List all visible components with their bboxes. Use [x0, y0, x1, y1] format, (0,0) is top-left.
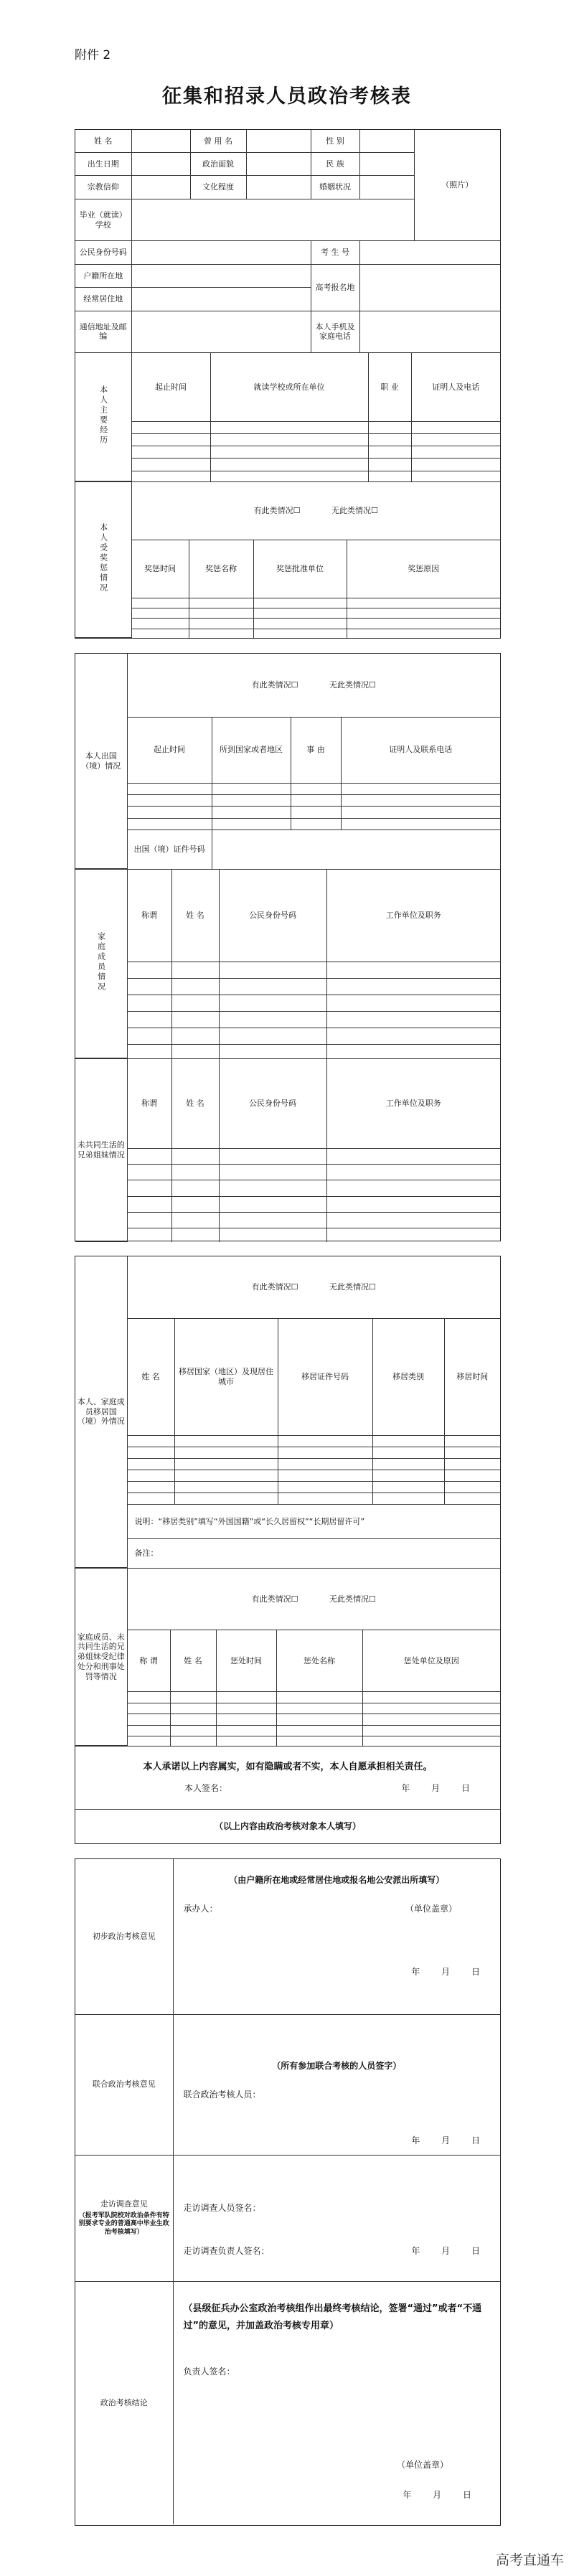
- table-row-cell[interactable]: [127, 1481, 174, 1493]
- table-row-cell[interactable]: [291, 783, 341, 794]
- table-row-cell[interactable]: [276, 1725, 362, 1736]
- relatives-col-relation: 称谓: [127, 1059, 171, 1149]
- visit-label: 走访调查意见: [100, 2199, 148, 2209]
- marital-label: 婚姻状况: [311, 176, 359, 199]
- table-row-cell[interactable]: [326, 1213, 500, 1228]
- table-row-cell[interactable]: [170, 1725, 216, 1736]
- table-row-cell[interactable]: [291, 794, 341, 806]
- table-row-cell[interactable]: [278, 1481, 372, 1493]
- school-field[interactable]: [131, 199, 414, 241]
- experience-col-school: 就读学校或所在单位: [210, 353, 368, 422]
- table-row-cell[interactable]: [127, 818, 212, 829]
- table-row-cell[interactable]: [171, 1011, 219, 1028]
- table-row-cell[interactable]: [127, 1736, 170, 1746]
- joint-note: （所有参加联合考核的人员签字）: [272, 2060, 402, 2071]
- table-row-cell[interactable]: [127, 1493, 174, 1504]
- initial-section-body[interactable]: [173, 1859, 500, 2014]
- immigrants-col-doc: 移居证件号码: [278, 1319, 372, 1436]
- table-row-cell[interactable]: [127, 1028, 171, 1044]
- pledge-date: 年 月 日: [401, 1783, 470, 1794]
- visit-leader[interactable]: 走访调查负责人签名：: [183, 2245, 270, 2256]
- table-row-cell[interactable]: [127, 1165, 171, 1180]
- family-table: [75, 869, 500, 1058]
- experience-section-label: 本人主要经历: [75, 353, 131, 481]
- political-label: 政治面貌: [190, 152, 246, 175]
- abroad-col-country: 所到国家或者地区: [212, 718, 291, 783]
- hukou-field[interactable]: [131, 264, 311, 287]
- awards-col-name: 奖惩名称: [189, 540, 253, 598]
- visit-sublabel: （报考军队院校对政治条件有特别要求专业的普通高中毕业生政治考核填写）: [78, 2212, 169, 2236]
- initial-note: （由户籍所在地或经常居住地或报名地公安派出所填写）: [229, 1875, 445, 1885]
- visit-date: 年 月 日: [411, 2245, 480, 2256]
- conclusion-section-label: 政治考核结论: [75, 2281, 173, 2524]
- crimes-section-label: 家庭成员、未共同生活的兄弟姐妹受纪律处分和刑事处罚等情况: [75, 1569, 127, 1746]
- table-row-cell[interactable]: [127, 1148, 171, 1164]
- table-row-cell[interactable]: [174, 1458, 278, 1470]
- table-row-cell[interactable]: [372, 1435, 444, 1447]
- table-row-cell[interactable]: [326, 1011, 500, 1028]
- visit-section-body[interactable]: [173, 2155, 500, 2281]
- table-row-cell[interactable]: [411, 421, 500, 433]
- immigrants-remark[interactable]: 备注：: [127, 1539, 500, 1568]
- table-row-cell[interactable]: [210, 434, 368, 446]
- table-row-cell[interactable]: [216, 1736, 276, 1746]
- sheet-four: [75, 1858, 501, 2526]
- relatives-col-id: 公民身份号码: [219, 1059, 326, 1149]
- table-row-cell[interactable]: [174, 1493, 278, 1504]
- table-row-cell[interactable]: [362, 1736, 500, 1746]
- abroad-col-reason: 事 由: [291, 718, 341, 783]
- table-row-cell[interactable]: [278, 1435, 372, 1447]
- table-row-cell[interactable]: [411, 471, 500, 481]
- table-row-cell[interactable]: [131, 608, 189, 618]
- initial-date: 年 月 日: [411, 1967, 480, 1977]
- table-row-cell[interactable]: [362, 1692, 500, 1703]
- table-row-cell[interactable]: [174, 1481, 278, 1493]
- pledge-sign-label[interactable]: 本人签名：: [184, 1783, 228, 1794]
- table-row-cell[interactable]: [372, 1447, 444, 1458]
- attachment-label: 附件 2: [75, 48, 111, 62]
- table-row-cell[interactable]: [171, 1028, 219, 1044]
- table-row-cell[interactable]: [170, 1714, 216, 1725]
- table-row-cell[interactable]: [368, 446, 411, 459]
- ethnicity-field[interactable]: [359, 152, 414, 175]
- table-row-cell[interactable]: [171, 1213, 219, 1228]
- table-row-cell[interactable]: [278, 1447, 372, 1458]
- watermark-text: 高考直通车: [495, 2552, 564, 2568]
- table-row-cell[interactable]: [131, 629, 189, 637]
- table-row-cell[interactable]: [341, 783, 500, 794]
- table-row-cell[interactable]: [131, 434, 210, 446]
- table-row-cell[interactable]: [362, 1703, 500, 1714]
- table-row-cell[interactable]: [372, 1481, 444, 1493]
- table-row-cell[interactable]: [131, 619, 189, 629]
- immigrants-col-time: 移居时间: [444, 1319, 500, 1436]
- crimes-option[interactable]: 有此类情况☐ 无此类情况☐: [127, 1569, 500, 1630]
- crimes-col-name: 姓 名: [170, 1630, 216, 1692]
- table-row-cell[interactable]: [189, 629, 253, 637]
- table-row-cell[interactable]: [127, 995, 171, 1011]
- table-row-cell[interactable]: [444, 1493, 500, 1504]
- photo-box[interactable]: （照片）: [414, 130, 500, 241]
- table-row-cell[interactable]: [127, 1213, 171, 1228]
- table-row-cell[interactable]: [411, 459, 500, 471]
- table-row-cell[interactable]: [127, 1470, 174, 1481]
- table-row-cell[interactable]: [276, 1714, 362, 1725]
- pledge-below-note: （以上内容由政治考核对象本人填写）: [75, 1810, 500, 1844]
- table-row-cell[interactable]: [127, 978, 171, 995]
- awards-section-label: 本人受奖惩情况: [75, 482, 131, 638]
- table-row-cell[interactable]: [131, 459, 210, 471]
- table-row-cell[interactable]: [444, 1458, 500, 1470]
- id-number-label: 公民身份号码: [75, 241, 131, 264]
- table-row-cell[interactable]: [174, 1447, 278, 1458]
- table-row-cell[interactable]: [174, 1435, 278, 1447]
- crimes-col-title: 惩处名称: [276, 1630, 362, 1692]
- immigrants-col-name: 姓 名: [127, 1319, 174, 1436]
- immigrants-explain: 说明：“移居类别”填写“外国国籍”或“长久居留权”“长期居留许可”: [127, 1505, 500, 1539]
- table-row-cell[interactable]: [276, 1692, 362, 1703]
- abroad-section-label: 本人出国（境）情况: [75, 654, 127, 869]
- crimes-col-unit: 惩处单位及原因: [362, 1630, 500, 1692]
- address-field[interactable]: [131, 311, 311, 352]
- phone-label: 本人手机及家庭电话: [311, 311, 359, 352]
- table-row-cell[interactable]: [189, 608, 253, 618]
- exam-place-field[interactable]: [359, 264, 500, 311]
- table-row-cell[interactable]: [372, 1470, 444, 1481]
- sheet-two: [75, 653, 501, 1241]
- table-row-cell[interactable]: [219, 1228, 326, 1242]
- table-row-cell[interactable]: [341, 818, 500, 829]
- initial-section-label: 初步政治考核意见: [75, 1859, 173, 2014]
- table-row-cell[interactable]: [276, 1736, 362, 1746]
- awards-col-unit: 奖惩批准单位: [253, 540, 347, 598]
- table-row-cell[interactable]: [170, 1736, 216, 1746]
- table-row-cell[interactable]: [171, 1228, 219, 1242]
- table-row-cell[interactable]: [127, 1196, 171, 1212]
- marital-field[interactable]: [359, 176, 414, 199]
- table-row-cell[interactable]: [326, 1028, 500, 1044]
- table-row-cell[interactable]: [291, 818, 341, 829]
- table-row-cell[interactable]: [171, 1044, 219, 1058]
- joint-section-label: 联合政治考核意见: [75, 2014, 173, 2155]
- school-label: 毕业（就读）学校: [75, 199, 131, 241]
- table-row-cell[interactable]: [444, 1481, 500, 1493]
- table-row-cell[interactable]: [171, 1165, 219, 1180]
- immigrants-col-type: 移居类别: [372, 1319, 444, 1436]
- table-row-cell[interactable]: [131, 471, 210, 481]
- table-row-cell[interactable]: [216, 1692, 276, 1703]
- table-row-cell[interactable]: [127, 1458, 174, 1470]
- sheet-three: [75, 1256, 501, 1844]
- family-col-relation: 称谓: [127, 870, 171, 962]
- immigrants-col-country: 移居国家（地区）及现居住城市: [174, 1319, 278, 1436]
- former-name-label: 曾 用 名: [190, 130, 246, 152]
- id-number-field[interactable]: [131, 241, 311, 264]
- abroad-table: [75, 654, 500, 869]
- table-row-cell[interactable]: [189, 619, 253, 629]
- crimes-col-time: 惩处时间: [216, 1630, 276, 1692]
- table-row-cell[interactable]: [219, 1213, 326, 1228]
- immigrants-section-label: 本人、家庭成员移居国（境）外情况: [75, 1256, 127, 1568]
- table-row-cell[interactable]: [212, 807, 291, 818]
- table-row-cell[interactable]: [131, 421, 210, 433]
- table-row-cell[interactable]: [444, 1447, 500, 1458]
- table-row-cell[interactable]: [291, 807, 341, 818]
- religion-label: 宗教信仰: [75, 176, 131, 199]
- joint-section-body[interactable]: [173, 2014, 500, 2155]
- table-row-cell[interactable]: [219, 1028, 326, 1044]
- table-row-cell[interactable]: [341, 807, 500, 818]
- abroad-col-witness: 证明人及联系电话: [341, 718, 500, 783]
- crimes-table: [75, 1568, 500, 1746]
- table-row-cell[interactable]: [219, 962, 326, 978]
- table-row-cell[interactable]: [411, 446, 500, 459]
- immigrants-option[interactable]: 有此类情况☐ 无此类情况☐: [127, 1256, 500, 1319]
- education-label: 文化程度: [190, 176, 246, 199]
- family-section-label: 家庭成员情况: [75, 870, 127, 1058]
- table-row-cell[interactable]: [444, 1435, 500, 1447]
- table-row-cell[interactable]: [368, 471, 411, 481]
- table-row-cell[interactable]: [347, 619, 500, 629]
- family-col-work: 工作单位及职务: [326, 870, 500, 962]
- table-row-cell[interactable]: [326, 1180, 500, 1196]
- immigrants-table: [75, 1256, 500, 1568]
- pledge-statement: 本人承诺以上内容属实，如有隐瞒或者不实，本人自愿承担相关责任。: [143, 1761, 433, 1772]
- table-row-cell[interactable]: [362, 1725, 500, 1736]
- table-row-cell[interactable]: [444, 1470, 500, 1481]
- table-row-cell[interactable]: [276, 1703, 362, 1714]
- family-col-name: 姓 名: [171, 870, 219, 962]
- table-row-cell[interactable]: [127, 1692, 170, 1703]
- table-row-cell[interactable]: [131, 598, 189, 608]
- birth-label: 出生日期: [75, 152, 131, 175]
- political-field[interactable]: [246, 152, 311, 175]
- gender-label: 性 别: [311, 130, 359, 152]
- table-row-cell[interactable]: [219, 1011, 326, 1028]
- table-row-cell[interactable]: [127, 1714, 170, 1725]
- phone-field[interactable]: [359, 311, 500, 352]
- table-row-cell[interactable]: [127, 1044, 171, 1058]
- name-field[interactable]: [131, 130, 190, 152]
- relatives-col-work: 工作单位及职务: [326, 1059, 500, 1149]
- table-row-cell[interactable]: [219, 978, 326, 995]
- religion-field[interactable]: [131, 176, 190, 199]
- table-row-cell[interactable]: [219, 1165, 326, 1180]
- table-row-cell[interactable]: [326, 995, 500, 1011]
- table-row-cell[interactable]: [326, 1044, 500, 1058]
- gender-field[interactable]: [359, 130, 414, 152]
- hukou-label: 户籍所在地: [75, 264, 131, 287]
- table-row-cell[interactable]: [347, 608, 500, 618]
- table-row-cell[interactable]: [219, 1044, 326, 1058]
- table-row-cell[interactable]: [341, 794, 500, 806]
- form-title: 征集和招录人员政治考核表: [162, 85, 412, 108]
- table-row-cell[interactable]: [127, 1447, 174, 1458]
- table-row-cell[interactable]: [127, 1435, 174, 1447]
- exam-place-label: 高考报名地: [311, 264, 359, 311]
- table-row-cell[interactable]: [253, 629, 347, 637]
- table-row-cell[interactable]: [368, 434, 411, 446]
- table-row-cell[interactable]: [210, 471, 368, 481]
- conclusion-date: 年 月 日: [403, 2489, 471, 2500]
- abroad-col-period: 起止时间: [127, 718, 212, 783]
- awards-table: [75, 481, 500, 638]
- table-row-cell[interactable]: [278, 1470, 372, 1481]
- table-row-cell[interactable]: [219, 1196, 326, 1212]
- table-row-cell[interactable]: [278, 1493, 372, 1504]
- joint-date: 年 月 日: [411, 2135, 480, 2145]
- relatives-col-name: 姓 名: [171, 1059, 219, 1149]
- conclusion-seal: （单位盖章）: [396, 2459, 448, 2470]
- exam-no-label: 考 生 号: [311, 241, 359, 264]
- pledge-block: [75, 1747, 500, 1810]
- table-row-cell[interactable]: [127, 962, 171, 978]
- table-row-cell[interactable]: [216, 1714, 276, 1725]
- experience-col-witness: 证明人及电话: [411, 353, 500, 422]
- table-row-cell[interactable]: [127, 1228, 171, 1242]
- table-row-cell[interactable]: [212, 783, 291, 794]
- table-row-cell[interactable]: [326, 1148, 500, 1164]
- conclusion-leader[interactable]: 负责人签名：: [183, 2366, 235, 2377]
- birth-field[interactable]: [131, 152, 190, 175]
- awards-col-time: 奖惩时间: [131, 540, 189, 598]
- conclusion-note: （县级征兵办公室政治考核组作出最终考核结论，签署“通过”或者“不通过”的意见，并加盖政治考核专用章）: [183, 2303, 482, 2332]
- table-row-cell[interactable]: [171, 962, 219, 978]
- table-row-cell[interactable]: [326, 978, 500, 995]
- awards-option[interactable]: 有此类情况☐ 无此类情况☐: [131, 482, 500, 540]
- experience-table: [75, 352, 500, 481]
- table-row-cell[interactable]: [131, 446, 210, 459]
- experience-col-period: 起止时间: [131, 353, 210, 422]
- table-row-cell[interactable]: [212, 794, 291, 806]
- pledge-table: [75, 1746, 500, 1843]
- table-row-cell[interactable]: [189, 598, 253, 608]
- visit-section-label: [75, 2155, 173, 2281]
- table-row-cell[interactable]: [127, 807, 212, 818]
- initial-seal: （单位盖章）: [405, 1904, 457, 1914]
- former-name-field[interactable]: [246, 130, 311, 152]
- table-row-cell[interactable]: [171, 1196, 219, 1212]
- table-row-cell[interactable]: [278, 1458, 372, 1470]
- table-row-cell[interactable]: [174, 1470, 278, 1481]
- table-row-cell[interactable]: [347, 598, 500, 608]
- table-row-cell[interactable]: [372, 1493, 444, 1504]
- table-row-cell[interactable]: [127, 1011, 171, 1028]
- table-row-cell[interactable]: [368, 421, 411, 433]
- table-row-cell[interactable]: [219, 1148, 326, 1164]
- table-row-cell[interactable]: [170, 1692, 216, 1703]
- table-row-cell[interactable]: [253, 598, 347, 608]
- table-row-cell[interactable]: [253, 619, 347, 629]
- residence-field[interactable]: [131, 288, 311, 311]
- exam-no-field[interactable]: [359, 241, 500, 264]
- table-row-cell[interactable]: [362, 1714, 500, 1725]
- table-row-cell[interactable]: [210, 446, 368, 459]
- table-row-cell[interactable]: [171, 1180, 219, 1196]
- experience-col-job: 职 业: [368, 353, 411, 422]
- residence-label: 经常居住地: [75, 288, 131, 311]
- table-row-cell[interactable]: [216, 1725, 276, 1736]
- name-label: 姓 名: [75, 130, 131, 152]
- table-row-cell[interactable]: [326, 1196, 500, 1212]
- crimes-col-relation: 称 谓: [127, 1630, 170, 1692]
- basic-info-table: [75, 130, 500, 352]
- relatives-table: [75, 1058, 500, 1242]
- table-row-cell[interactable]: [216, 1703, 276, 1714]
- table-row-cell[interactable]: [219, 995, 326, 1011]
- table-row-cell[interactable]: [326, 962, 500, 978]
- table-row-cell[interactable]: [212, 818, 291, 829]
- education-field[interactable]: [246, 176, 311, 199]
- table-row-cell[interactable]: [372, 1458, 444, 1470]
- visit-investigators[interactable]: 走访调查人员签名：: [183, 2202, 261, 2213]
- table-row-cell[interactable]: [253, 608, 347, 618]
- table-row-cell[interactable]: [127, 783, 212, 794]
- family-col-id: 公民身份号码: [219, 870, 326, 962]
- table-row-cell[interactable]: [326, 1165, 500, 1180]
- sheet-one: [75, 129, 501, 639]
- table-row-cell[interactable]: [127, 1180, 171, 1196]
- table-row-cell[interactable]: [171, 995, 219, 1011]
- awards-col-reason: 奖惩原因: [347, 540, 500, 598]
- table-row-cell[interactable]: [411, 434, 500, 446]
- table-row-cell[interactable]: [171, 1148, 219, 1164]
- joint-signers[interactable]: 联合政治考核人员：: [183, 2089, 261, 2100]
- passport-label: 出国（境）证件号码: [127, 830, 212, 869]
- table-row-cell[interactable]: [127, 1725, 170, 1736]
- table-row-cell[interactable]: [219, 1180, 326, 1196]
- relatives-section-label: 未共同生活的兄弟姐妹情况: [75, 1059, 127, 1242]
- table-row-cell[interactable]: [368, 459, 411, 471]
- ethnicity-label: 民 族: [311, 152, 359, 175]
- conclusion-section-body[interactable]: [173, 2281, 500, 2524]
- table-row-cell[interactable]: [127, 794, 212, 806]
- table-row-cell[interactable]: [171, 978, 219, 995]
- initial-handler[interactable]: 承办人：: [183, 1904, 218, 1914]
- abroad-option[interactable]: 有此类情况☐ 无此类情况☐: [127, 654, 500, 718]
- address-label: 通信地址及邮编: [75, 311, 131, 352]
- passport-field[interactable]: [212, 830, 500, 869]
- table-row-cell[interactable]: [326, 1228, 500, 1242]
- review-table: [75, 1859, 500, 2524]
- table-row-cell[interactable]: [347, 629, 500, 637]
- table-row-cell[interactable]: [170, 1703, 216, 1714]
- table-row-cell[interactable]: [210, 421, 368, 433]
- table-row-cell[interactable]: [127, 1703, 170, 1714]
- table-row-cell[interactable]: [210, 459, 368, 471]
